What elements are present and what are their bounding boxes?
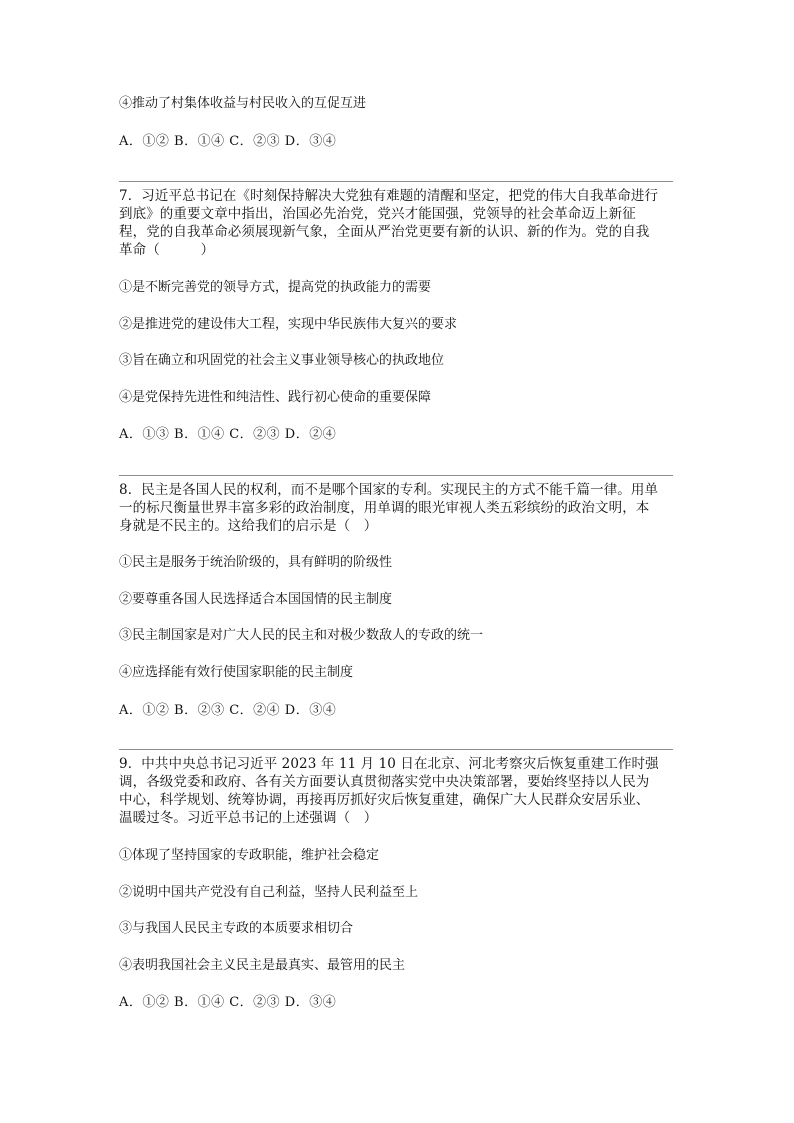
q7-answer-choices: A．①③ B．①④ C．②③ D．②④ xyxy=(119,427,337,442)
q8-stem xyxy=(119,481,675,535)
q7-stem xyxy=(119,187,675,259)
q9-option-3: ③与我国人民民主专政的本质要求相切合 xyxy=(119,921,354,936)
q9-stem xyxy=(119,755,675,827)
q7-stem-line: 程，党的自我革命必须展现新气象，全面从严治党更要有新的认识、新的作为。党的自我 xyxy=(119,224,650,240)
q9-stem-line: 中心，科学规划、统筹协调，再接再厉抓好灾后恢复重建，确保广大人民群众安居乐业、 xyxy=(119,792,650,808)
q8-option-3: ③民主制国家是对广大人民的民主和对极少数敌人的专政的统一 xyxy=(119,628,484,643)
q9-stem-line: 调，各级党委和政府、各有关方面要认真贯彻落实党中央决策部署，要始终坚持以人民为 xyxy=(119,774,650,790)
q8-stem-line: 身就是不民主的。这给我们的启示是（ ） xyxy=(119,518,378,534)
q7-option-1: ①是不断完善党的领导方式，提高党的执政能力的需要 xyxy=(119,280,432,295)
q7-option-3: ③旨在确立和巩固党的社会主义事业领导核心的执政地位 xyxy=(119,353,445,368)
q9-option-4: ④表明我国社会主义民主是最真实、最管用的民主 xyxy=(119,958,406,973)
q9-option-1: ①体现了坚持国家的专政职能，维护社会稳定 xyxy=(119,848,380,863)
q8-stem-line: 一的标尺衡量世界丰富多彩的政治制度，用单调的眼光审视人类五彩缤纷的政治文明，本 xyxy=(119,500,650,516)
q9-option-2: ②说明中国共产党没有自己利益，坚持人民利益至上 xyxy=(119,885,419,900)
q9-stem-line: 温暖过冬。习近平总书记的上述强调（ ） xyxy=(119,810,378,826)
q8-option-1: ①民主是服务于统治阶级的，具有鲜明的阶级性 xyxy=(119,555,393,570)
q9-answer-choices: A．①② B．①④ C．②③ D．③④ xyxy=(119,995,337,1010)
q8-answer-choices: A．①② B．②③ C．②④ D．③④ xyxy=(119,703,337,718)
q8-option-4: ④应选择能有效行使国家职能的民主制度 xyxy=(119,665,354,680)
divider-q7 xyxy=(119,181,673,182)
q7-stem-line: 革命（ ） xyxy=(119,242,215,258)
divider-q8 xyxy=(119,475,673,476)
q7-stem-line: 到底》的重要文章中指出，治国必先治党，党兴才能国强，党领导的社会革命迈上新征 xyxy=(119,206,636,222)
divider-q9 xyxy=(119,749,673,750)
q6-answer-choices: A．①② B．①④ C．②③ D．③④ xyxy=(119,134,337,149)
q9-stem-line: 9．中共中央总书记习近平 2023 年 11 月 10 日在北京、河北考察灾后恢复重建工作时强 xyxy=(119,756,659,772)
q8-option-2: ②要尊重各国人民选择适合本国国情的民主制度 xyxy=(119,592,393,607)
q8-stem-line: 8．民主是各国人民的权利，而不是哪个国家的专利。实现民主的方式不能千篇一律。用单 xyxy=(119,482,659,498)
q7-option-4: ④是党保持先进性和纯洁性、践行初心使命的重要保障 xyxy=(119,390,432,405)
q6-option-4: ④推动了村集体收益与村民收入的互促互进 xyxy=(119,96,367,111)
q7-option-2: ②是推进党的建设伟大工程，实现中华民族伟大复兴的要求 xyxy=(119,317,458,332)
q7-stem-line: 7．习近平总书记在《时刻保持解决大党独有难题的清醒和坚定，把党的伟大自我革命进行 xyxy=(119,188,659,204)
